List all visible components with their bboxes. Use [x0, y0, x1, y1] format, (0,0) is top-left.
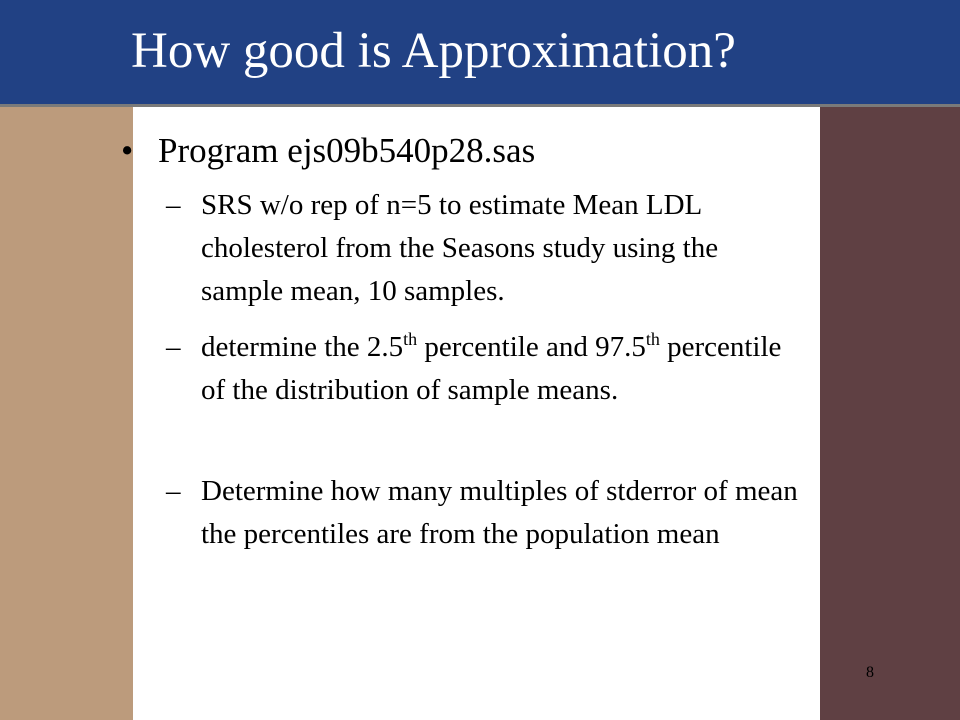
- bullet-marker: •: [121, 131, 134, 170]
- slide-title: How good is Approximation?: [131, 23, 736, 79]
- right-decorative-band: [820, 0, 960, 720]
- title-bar: [0, 0, 960, 104]
- title-bar-shadow: [0, 104, 960, 107]
- sub-item-multiples: [166, 470, 806, 556]
- sub-item-srs: [166, 184, 806, 313]
- sub-item-text: SRS w/o rep of n=5 to estimate Mean LDL cholesterol from the Seasons study using the sample mean, 10 samples.: [201, 189, 719, 307]
- superscript-th: th: [403, 329, 418, 349]
- bullet-text: Program ejs09b540p28.sas: [158, 131, 536, 170]
- dash-marker: –: [166, 475, 181, 507]
- left-decorative-band: [0, 0, 133, 720]
- dash-marker: –: [166, 331, 181, 363]
- sub-item-text-part2: percentile and 97.5: [417, 331, 646, 363]
- superscript-th: th: [645, 329, 660, 349]
- sub-item-text-part1: determine the 2.5: [201, 331, 404, 363]
- sub-item-text: Determine how many multiples of stderror of mean the percentiles are from the population mean: [201, 475, 798, 550]
- sub-item-percentiles: [166, 326, 806, 412]
- slide-number: 8: [866, 664, 874, 681]
- dash-marker: –: [166, 189, 181, 221]
- bullet-item-program: [121, 130, 535, 172]
- sub-item-text-part3: percentile of the distribution of sample means.: [201, 331, 782, 406]
